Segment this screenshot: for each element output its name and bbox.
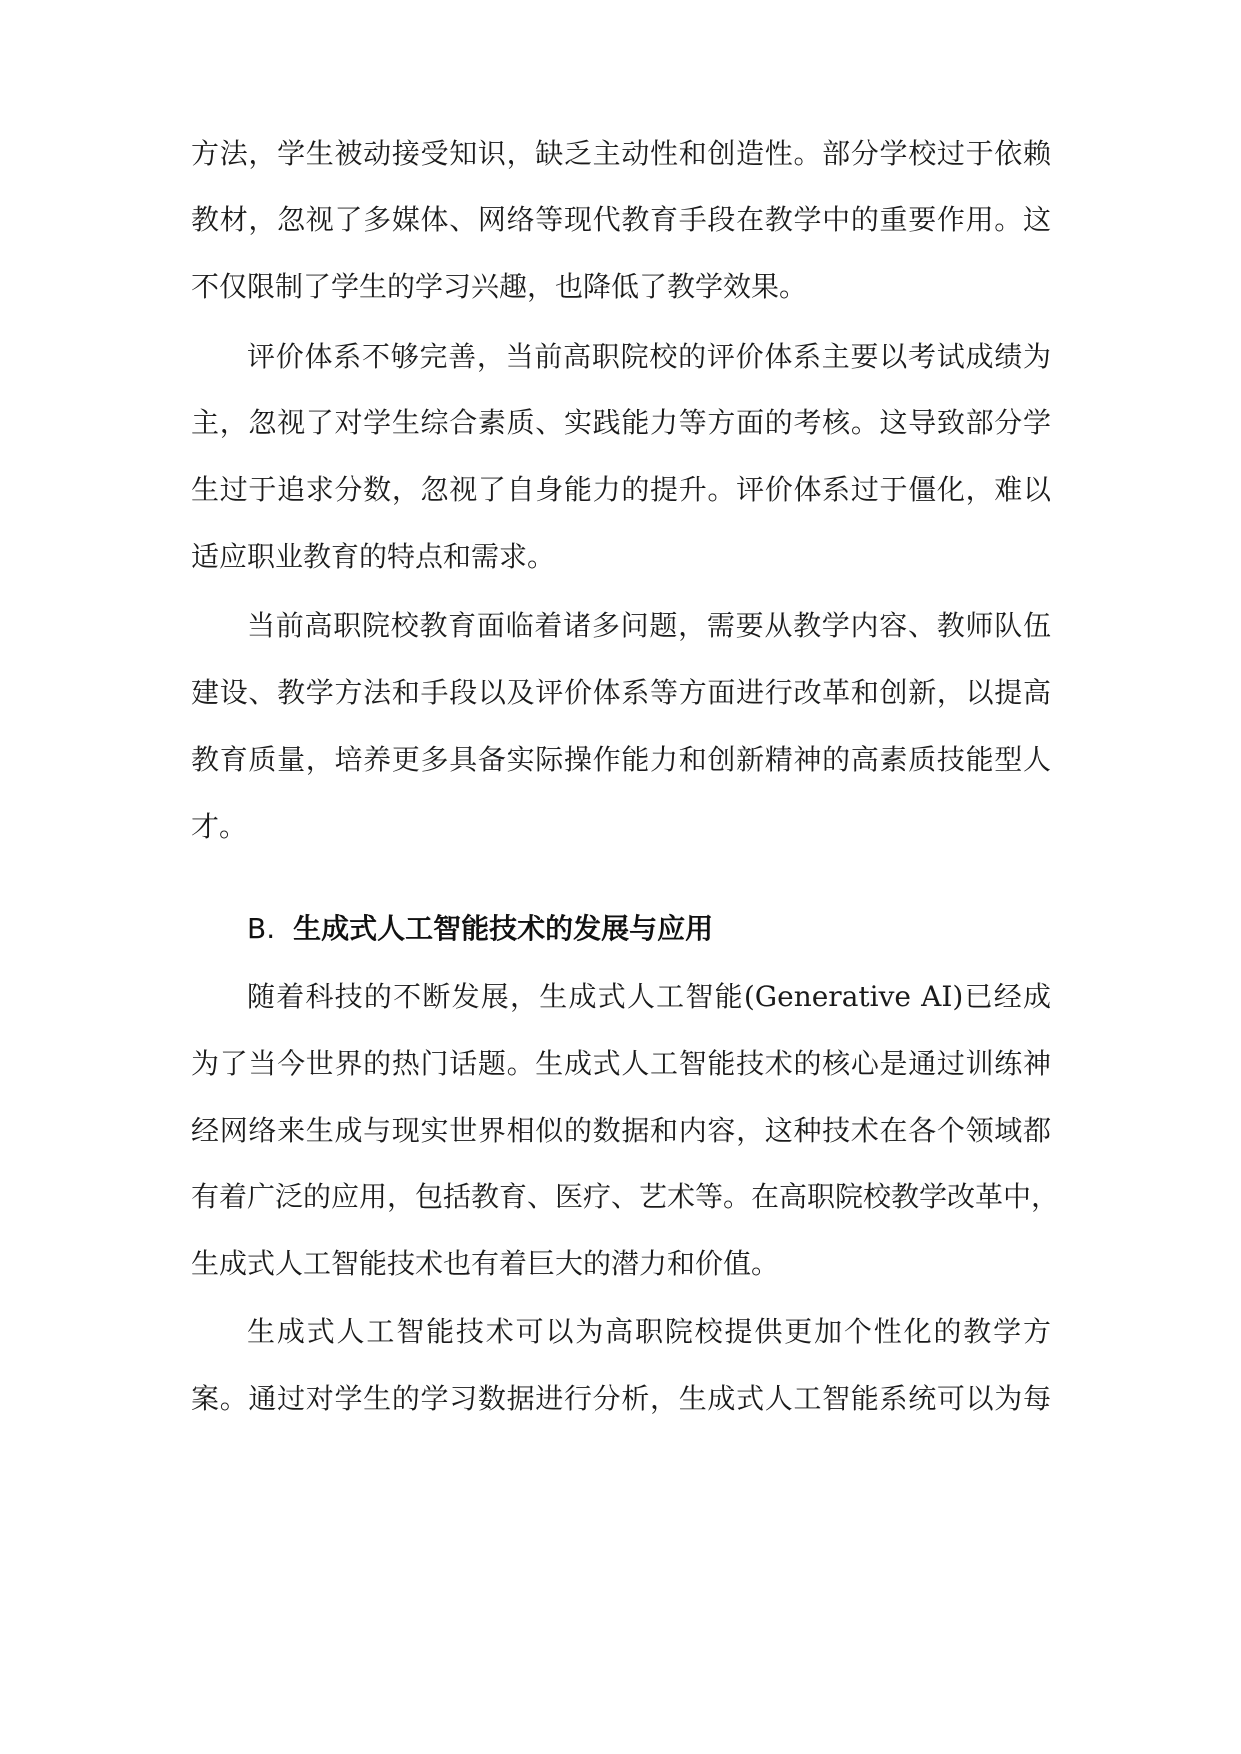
paragraph-2-line-3: 生过于追求分数，忽视了自身能力的提升。评价体系过于僵化，难以 bbox=[191, 473, 1051, 506]
paragraph-3-line-2: 建设、教学方法和手段以及评价体系等方面进行改革和创新，以提高 bbox=[191, 676, 1051, 709]
paragraph-1-line-3: 不仅限制了学生的学习兴趣，也降低了教学效果。 bbox=[191, 270, 808, 303]
section-paragraph-1-line-4: 有着广泛的应用，包括教育、医疗、艺术等。在高职院校教学改革中， bbox=[191, 1180, 1060, 1213]
section-title: 生成式人工智能技术的发展与应用 bbox=[293, 912, 714, 945]
paragraph-2-line-4: 适应职业教育的特点和需求。 bbox=[191, 540, 556, 573]
paragraph-2-line-1: 评价体系不够完善，当前高职院校的评价体系主要以考试成绩为 bbox=[247, 340, 1051, 373]
paragraph-3-line-3: 教育质量，培养更多具备实际操作能力和创新精神的高素质技能型人 bbox=[191, 743, 1051, 776]
paragraph-1-line-2: 教材，忽视了多媒体、网络等现代教育手段在教学中的重要作用。这 bbox=[191, 203, 1051, 236]
section-paragraph-1-line-1: 随着科技的不断发展，生成式人工智能(Generative AI)已经成 bbox=[247, 980, 1051, 1013]
section-heading bbox=[247, 899, 713, 959]
paragraph-1-line-1: 方法，学生被动接受知识，缺乏主动性和创造性。部分学校过于依赖 bbox=[191, 137, 1051, 170]
paragraph-3-line-4: 才。 bbox=[191, 810, 248, 843]
paragraph-3-line-1: 当前高职院校教育面临着诸多问题，需要从教学内容、教师队伍 bbox=[247, 609, 1051, 642]
section-number: B. bbox=[247, 912, 276, 945]
section-paragraph-1-line-5: 生成式人工智能技术也有着巨大的潜力和价值。 bbox=[191, 1247, 780, 1280]
section-paragraph-1-line-2: 为了当今世界的热门话题。生成式人工智能技术的核心是通过训练神 bbox=[191, 1047, 1051, 1080]
section-paragraph-2-line-2: 案。通过对学生的学习数据进行分析，生成式人工智能系统可以为每 bbox=[191, 1382, 1051, 1415]
section-paragraph-2-line-1: 生成式人工智能技术可以为高职院校提供更加个性化的教学方 bbox=[247, 1315, 1051, 1348]
paragraph-2-line-2: 主，忽视了对学生综合素质、实践能力等方面的考核。这导致部分学 bbox=[191, 406, 1051, 439]
section-paragraph-1-line-3: 经网络来生成与现实世界相似的数据和内容，这种技术在各个领域都 bbox=[191, 1114, 1051, 1147]
